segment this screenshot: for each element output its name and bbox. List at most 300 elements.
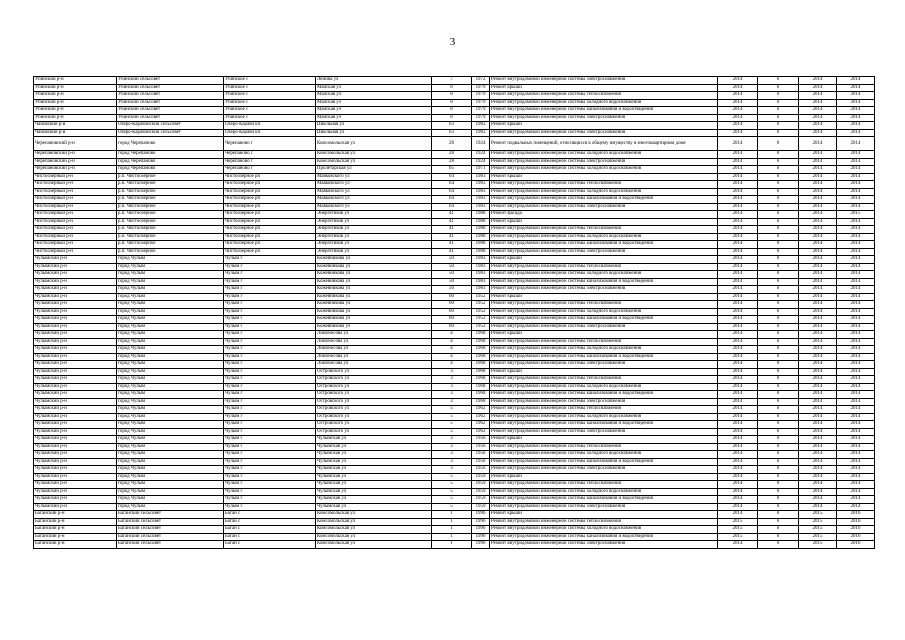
house-number-cell: 50: [432, 278, 472, 286]
municipality-cell: город Чулым: [117, 293, 224, 301]
district-cell: Баганский р-н: [34, 518, 117, 526]
year-built-cell: 1956: [472, 458, 490, 466]
street-cell: Чулымская ул: [316, 481, 432, 489]
table-row: [34, 293, 875, 301]
municipality-cell: город Черепаново: [117, 166, 224, 174]
district-cell: Чулымский р-н: [34, 278, 117, 286]
plan-year-cell: 2014: [718, 473, 758, 481]
table-row: [34, 413, 875, 421]
table-row: [34, 256, 875, 264]
amount-cell: 0: [758, 233, 799, 241]
district-cell: Черепановский р-н: [34, 151, 117, 159]
district-cell: Убинский р-н: [34, 114, 117, 122]
start-year-cell: 2014: [799, 151, 837, 159]
amount-cell: 0: [758, 316, 799, 324]
amount-cell: 0: [758, 293, 799, 301]
end-year-cell: 2014: [837, 158, 875, 166]
end-year-cell: 2014: [837, 233, 875, 241]
amount-cell: 0: [758, 458, 799, 466]
street-cell: Энергетиков ул: [316, 226, 432, 234]
settlement-cell: Чистоозерное рп: [224, 226, 316, 234]
settlement-cell: Чулым г: [224, 443, 316, 451]
year-built-cell: 1988: [472, 248, 490, 256]
plan-year-cell: 2014: [718, 107, 758, 115]
work-type-cell: Ремонт внутридомовой инженерной системы холодного водоснабжения: [490, 233, 718, 241]
street-cell: Энергетиков ул: [316, 241, 432, 249]
end-year-cell: 2016: [837, 518, 875, 526]
year-built-cell: 1952: [472, 323, 490, 331]
work-type-cell: Ремонт внутридомовой инженерной системы теплоснабжения: [490, 518, 718, 526]
amount-cell: 0: [758, 466, 799, 474]
municipality-cell: город Чулым: [117, 368, 224, 376]
district-cell: Баганский р-н: [34, 533, 117, 541]
work-type-cell: Ремонт крыши: [490, 368, 718, 376]
district-cell: Чулымский р-н: [34, 271, 117, 279]
amount-cell: 0: [758, 114, 799, 122]
settlement-cell: Чулым г: [224, 398, 316, 406]
plan-year-cell: 2014: [718, 241, 758, 249]
work-type-cell: Ремонт внутридомовой инженерной системы теплоснабжения: [490, 376, 718, 384]
district-cell: Чулымский р-н: [34, 391, 117, 399]
district-cell: Чистоозерный р-н: [34, 218, 117, 226]
settlement-cell: Чулым г: [224, 368, 316, 376]
house-number-cell: 3: [432, 391, 472, 399]
start-year-cell: 2015: [799, 511, 837, 519]
district-cell: Чулымский р-н: [34, 368, 117, 376]
end-year-cell: 2014: [837, 481, 875, 489]
table-row: [34, 248, 875, 256]
municipality-cell: город Чулым: [117, 331, 224, 339]
house-number-cell: 3: [432, 383, 472, 391]
district-cell: Чулымский р-н: [34, 361, 117, 369]
settlement-cell: Чулым г: [224, 331, 316, 339]
year-built-cell: 1968: [472, 368, 490, 376]
municipality-cell: Убинский сельсовет: [117, 99, 224, 107]
table-row: [34, 77, 875, 85]
table-row: [34, 99, 875, 107]
start-year-cell: 2014: [799, 421, 837, 429]
municipality-cell: город Чулым: [117, 488, 224, 496]
plan-year-cell: 2014: [718, 376, 758, 384]
end-year-cell: 2014: [837, 376, 875, 384]
year-built-cell: 1962: [472, 413, 490, 421]
street-cell: Кожевникова ул: [316, 316, 432, 324]
house-number-cell: 60: [432, 308, 472, 316]
municipality-cell: город Чулым: [117, 256, 224, 264]
end-year-cell: 2014: [837, 122, 875, 130]
street-cell: Чулымская ул: [316, 503, 432, 511]
year-built-cell: 1959: [472, 496, 490, 504]
start-year-cell: 2014: [799, 122, 837, 130]
plan-year-cell: 2014: [718, 92, 758, 100]
municipality-cell: р.п. Чистоозерное: [117, 211, 224, 219]
street-cell: Кожевникова ул: [316, 323, 432, 331]
amount-cell: 0: [758, 391, 799, 399]
plan-year-cell: 2014: [718, 451, 758, 459]
settlement-cell: Баган с: [224, 511, 316, 519]
table-body: [34, 77, 875, 549]
plan-year-cell: 2014: [718, 488, 758, 496]
year-built-cell: 1988: [472, 241, 490, 249]
district-cell: Убинский р-н: [34, 84, 117, 92]
municipality-cell: Баганский сельсовет: [117, 541, 224, 549]
table-row: [34, 503, 875, 511]
street-cell: Ленина ул: [316, 77, 432, 85]
amount-cell: 0: [758, 226, 799, 234]
work-type-cell: Ремонт внутридомовой инженерной системы электроснабжения: [490, 541, 718, 549]
year-built-cell: 1952: [472, 301, 490, 309]
end-year-cell: 2014: [837, 436, 875, 444]
settlement-cell: Чистоозерное рп: [224, 218, 316, 226]
settlement-cell: Чулым г: [224, 451, 316, 459]
end-year-cell: 2014: [837, 181, 875, 189]
start-year-cell: 2014: [799, 436, 837, 444]
table-row: [34, 353, 875, 361]
end-year-cell: 2014: [837, 316, 875, 324]
end-year-cell: 2014: [837, 331, 875, 339]
year-built-cell: 1982: [472, 122, 490, 130]
work-type-cell: Ремонт внутридомовой инженерной системы теплоснабжения: [490, 92, 718, 100]
municipality-cell: р.п. Чистоозерное: [117, 241, 224, 249]
house-number-cell: 5: [432, 496, 472, 504]
table-row: [34, 107, 875, 115]
house-number-cell: 8: [432, 92, 472, 100]
work-type-cell: Ремонт крыши: [490, 436, 718, 444]
plan-year-cell: 2015: [718, 526, 758, 534]
year-built-cell: 1996: [472, 526, 490, 534]
municipality-cell: город Чулым: [117, 323, 224, 331]
year-built-cell: 1962: [472, 421, 490, 429]
end-year-cell: 2014: [837, 114, 875, 122]
start-year-cell: 2014: [799, 203, 837, 211]
work-type-cell: Ремонт внутридомовой инженерной системы холодного водоснабжения: [490, 188, 718, 196]
district-cell: Черепановский р-н: [34, 166, 117, 174]
year-built-cell: 1983: [472, 196, 490, 204]
work-type-cell: Ремонт внутридомовой инженерной системы холодного водоснабжения: [490, 488, 718, 496]
settlement-cell: Убинское с: [224, 77, 316, 85]
district-cell: Чулымский р-н: [34, 331, 117, 339]
start-year-cell: 2014: [799, 248, 837, 256]
year-built-cell: 1968: [472, 353, 490, 361]
district-cell: Чистоозерный р-н: [34, 173, 117, 181]
settlement-cell: Чистоозерное рп: [224, 233, 316, 241]
municipality-cell: город Черепаново: [117, 158, 224, 166]
plan-year-cell: 2014: [718, 271, 758, 279]
year-built-cell: 1959: [472, 481, 490, 489]
end-year-cell: 2014: [837, 338, 875, 346]
municipality-cell: город Чулым: [117, 383, 224, 391]
settlement-cell: Чистоозерное рп: [224, 181, 316, 189]
year-built-cell: 1968: [472, 338, 490, 346]
end-year-cell: 2014: [837, 77, 875, 85]
year-built-cell: 1979: [472, 84, 490, 92]
street-cell: Островского ул: [316, 428, 432, 436]
municipality-cell: город Чулым: [117, 353, 224, 361]
settlement-cell: Чулым г: [224, 421, 316, 429]
table-row: [34, 481, 875, 489]
end-year-cell: 2014: [837, 256, 875, 264]
start-year-cell: 2014: [799, 256, 837, 264]
plan-year-cell: 2014: [718, 353, 758, 361]
settlement-cell: Чистоозерное рп: [224, 188, 316, 196]
amount-cell: 0: [758, 481, 799, 489]
street-cell: Островского ул: [316, 413, 432, 421]
plan-year-cell: 2014: [718, 99, 758, 107]
start-year-cell: 2014: [799, 166, 837, 174]
table-row: [34, 137, 875, 151]
house-number-cell: 60: [432, 316, 472, 324]
settlement-cell: Чулым г: [224, 376, 316, 384]
street-cell: Чулымская ул: [316, 443, 432, 451]
year-built-cell: 1983: [472, 203, 490, 211]
year-built-cell: 1996: [472, 533, 490, 541]
settlement-cell: Чулым г: [224, 301, 316, 309]
amount-cell: 0: [758, 406, 799, 414]
start-year-cell: 2014: [799, 226, 837, 234]
settlement-cell: Чулым г: [224, 271, 316, 279]
work-type-cell: Ремонт крыши: [490, 173, 718, 181]
plan-year-cell: 2014: [718, 158, 758, 166]
municipality-cell: город Чулым: [117, 421, 224, 429]
amount-cell: 0: [758, 451, 799, 459]
street-cell: Комсомольская ул: [316, 526, 432, 534]
work-type-cell: Ремонт внутридомовой инженерной системы холодного водоснабжения: [490, 166, 718, 174]
house-number-cell: 4: [432, 346, 472, 354]
settlement-cell: Чистоозерное рп: [224, 203, 316, 211]
street-cell: Островского ул: [316, 391, 432, 399]
work-type-cell: Ремонт внутридомовой инженерной системы электроснабжения: [490, 466, 718, 474]
street-cell: Маяковского ул: [316, 181, 432, 189]
table-row: [34, 496, 875, 504]
amount-cell: 0: [758, 496, 799, 504]
settlement-cell: Баган с: [224, 541, 316, 549]
district-cell: Баганский р-н: [34, 526, 117, 534]
start-year-cell: 2014: [799, 346, 837, 354]
plan-year-cell: 2014: [718, 151, 758, 159]
table-row: [34, 451, 875, 459]
street-cell: Комсомольская ул: [316, 137, 432, 151]
street-cell: Комсомольская ул: [316, 533, 432, 541]
amount-cell: 0: [758, 518, 799, 526]
amount-cell: 0: [758, 541, 799, 549]
work-type-cell: Ремонт крыши: [490, 473, 718, 481]
start-year-cell: 2014: [799, 181, 837, 189]
year-built-cell: 1956: [472, 436, 490, 444]
end-year-cell: 2014: [837, 391, 875, 399]
plan-year-cell: 2015: [718, 533, 758, 541]
municipality-cell: р.п. Чистоозерное: [117, 226, 224, 234]
work-type-cell: Ремонт фасада: [490, 211, 718, 219]
start-year-cell: 2014: [799, 218, 837, 226]
table-row: [34, 443, 875, 451]
municipality-cell: р.п. Чистоозерное: [117, 248, 224, 256]
start-year-cell: 2014: [799, 503, 837, 511]
work-type-cell: Ремонт крыши: [490, 122, 718, 130]
start-year-cell: 2014: [799, 173, 837, 181]
table-row: [34, 122, 875, 130]
municipality-cell: город Чулым: [117, 503, 224, 511]
year-built-cell: 1983: [472, 278, 490, 286]
year-built-cell: 1979: [472, 99, 490, 107]
table-row: [34, 203, 875, 211]
year-built-cell: 1979: [472, 92, 490, 100]
amount-cell: 0: [758, 129, 799, 137]
start-year-cell: 2014: [799, 137, 837, 151]
work-type-cell: Ремонт внутридомовой инженерной системы канализования и водоотведения: [490, 533, 718, 541]
table-row: [34, 383, 875, 391]
start-year-cell: 2014: [799, 368, 837, 376]
amount-cell: 0: [758, 308, 799, 316]
start-year-cell: 2014: [799, 398, 837, 406]
house-number-cell: 50: [432, 256, 472, 264]
end-year-cell: 2014: [837, 196, 875, 204]
plan-year-cell: 2014: [718, 196, 758, 204]
start-year-cell: 2014: [799, 361, 837, 369]
municipality-cell: город Чулым: [117, 428, 224, 436]
plan-year-cell: 2014: [718, 263, 758, 271]
plan-year-cell: 2014: [718, 77, 758, 85]
work-type-cell: Ремонт внутридомовой инженерной системы канализования и водоотведения: [490, 496, 718, 504]
end-year-cell: 2016: [837, 526, 875, 534]
year-built-cell: 1959: [472, 488, 490, 496]
street-cell: Майская ул: [316, 84, 432, 92]
district-cell: Убинский р-н: [34, 77, 117, 85]
house-number-cell: 3: [432, 466, 472, 474]
year-built-cell: 1983: [472, 271, 490, 279]
municipality-cell: город Чулым: [117, 301, 224, 309]
amount-cell: 0: [758, 436, 799, 444]
house-number-cell: 3: [432, 398, 472, 406]
work-type-cell: Ремонт внутридомовой инженерной системы электроснабжения: [490, 77, 718, 85]
settlement-cell: Убинское с: [224, 84, 316, 92]
settlement-cell: Чистоозерное рп: [224, 241, 316, 249]
amount-cell: 0: [758, 241, 799, 249]
plan-year-cell: 2014: [718, 361, 758, 369]
house-number-cell: 7: [432, 77, 472, 85]
municipality-cell: Убинский сельсовет: [117, 84, 224, 92]
municipality-cell: Убинский сельсовет: [117, 107, 224, 115]
house-number-cell: 5: [432, 413, 472, 421]
plan-year-cell: 2014: [718, 443, 758, 451]
amount-cell: 0: [758, 368, 799, 376]
street-cell: Ломоносова ул: [316, 331, 432, 339]
district-cell: Чановский р-н: [34, 129, 117, 137]
year-built-cell: 1996: [472, 518, 490, 526]
municipality-cell: город Чулым: [117, 286, 224, 294]
table-row: [34, 151, 875, 159]
district-cell: Чулымский р-н: [34, 383, 117, 391]
end-year-cell: 2014: [837, 466, 875, 474]
amount-cell: 0: [758, 84, 799, 92]
district-cell: Чулымский р-н: [34, 293, 117, 301]
plan-year-cell: 2014: [718, 203, 758, 211]
settlement-cell: Чулым г: [224, 346, 316, 354]
plan-year-cell: 2014: [718, 496, 758, 504]
municipality-cell: город Чулым: [117, 413, 224, 421]
amount-cell: 0: [758, 428, 799, 436]
district-cell: Чистоозерный р-н: [34, 181, 117, 189]
start-year-cell: 2014: [799, 211, 837, 219]
house-number-cell: 64: [432, 173, 472, 181]
work-type-cell: Ремонт внутридомовой инженерной системы холодного водоснабжения: [490, 151, 718, 159]
plan-year-cell: 2014: [718, 129, 758, 137]
start-year-cell: 2015: [799, 526, 837, 534]
plan-year-cell: 2014: [718, 428, 758, 436]
year-built-cell: 1996: [472, 511, 490, 519]
house-number-cell: 5: [432, 421, 472, 429]
year-built-cell: 1988: [472, 226, 490, 234]
street-cell: Энергетиков ул: [316, 248, 432, 256]
house-number-cell: 64: [432, 188, 472, 196]
house-number-cell: 41: [432, 218, 472, 226]
settlement-cell: Чулым г: [224, 293, 316, 301]
street-cell: Энергетиков ул: [316, 211, 432, 219]
end-year-cell: 2014: [837, 129, 875, 137]
settlement-cell: Чулым г: [224, 263, 316, 271]
work-type-cell: Ремонт внутридомовой инженерной системы электроснабжения: [490, 248, 718, 256]
settlement-cell: Чулым г: [224, 391, 316, 399]
table-row: [34, 428, 875, 436]
work-type-cell: Ремонт внутридомовой инженерной системы холодного водоснабжения: [490, 383, 718, 391]
district-cell: Чулымский р-н: [34, 496, 117, 504]
house-number-cell: 4: [432, 331, 472, 339]
plan-year-cell: 2014: [718, 406, 758, 414]
district-cell: Чулымский р-н: [34, 263, 117, 271]
settlement-cell: Черепаново г: [224, 166, 316, 174]
work-type-cell: Ремонт внутридомовой инженерной системы холодного водоснабжения: [490, 271, 718, 279]
end-year-cell: 2014: [837, 496, 875, 504]
district-cell: Чистоозерный р-н: [34, 196, 117, 204]
start-year-cell: 2014: [799, 406, 837, 414]
year-built-cell: 1971: [472, 166, 490, 174]
amount-cell: 0: [758, 151, 799, 159]
street-cell: Чулымская ул: [316, 473, 432, 481]
start-year-cell: 2014: [799, 99, 837, 107]
municipality-cell: город Чулым: [117, 443, 224, 451]
plan-year-cell: 2014: [718, 308, 758, 316]
house-number-cell: 5: [432, 406, 472, 414]
municipality-cell: город Чулым: [117, 406, 224, 414]
plan-year-cell: 2015: [718, 518, 758, 526]
start-year-cell: 2014: [799, 428, 837, 436]
street-cell: Майская ул: [316, 107, 432, 115]
district-cell: Чулымский р-н: [34, 398, 117, 406]
municipality-cell: город Чулым: [117, 338, 224, 346]
municipality-cell: р.п. Чистоозерное: [117, 196, 224, 204]
plan-year-cell: 2014: [718, 248, 758, 256]
amount-cell: 0: [758, 211, 799, 219]
settlement-cell: Баган с: [224, 533, 316, 541]
house-number-cell: 3: [432, 451, 472, 459]
house-number-cell: 41: [432, 248, 472, 256]
end-year-cell: 2014: [837, 443, 875, 451]
year-built-cell: 1962: [472, 406, 490, 414]
amount-cell: 0: [758, 413, 799, 421]
house-number-cell: 1: [432, 518, 472, 526]
amount-cell: 0: [758, 346, 799, 354]
district-cell: Чулымский р-н: [34, 286, 117, 294]
settlement-cell: Чулым г: [224, 488, 316, 496]
district-cell: Чулымский р-н: [34, 353, 117, 361]
plan-year-cell: 2014: [718, 541, 758, 549]
year-built-cell: 1959: [472, 503, 490, 511]
start-year-cell: 2014: [799, 466, 837, 474]
work-type-cell: Ремонт внутридомовой инженерной системы теплоснабжения: [490, 263, 718, 271]
house-number-cell: 28: [432, 151, 472, 159]
end-year-cell: 2014: [837, 293, 875, 301]
district-cell: Чулымский р-н: [34, 346, 117, 354]
start-year-cell: 2014: [799, 473, 837, 481]
